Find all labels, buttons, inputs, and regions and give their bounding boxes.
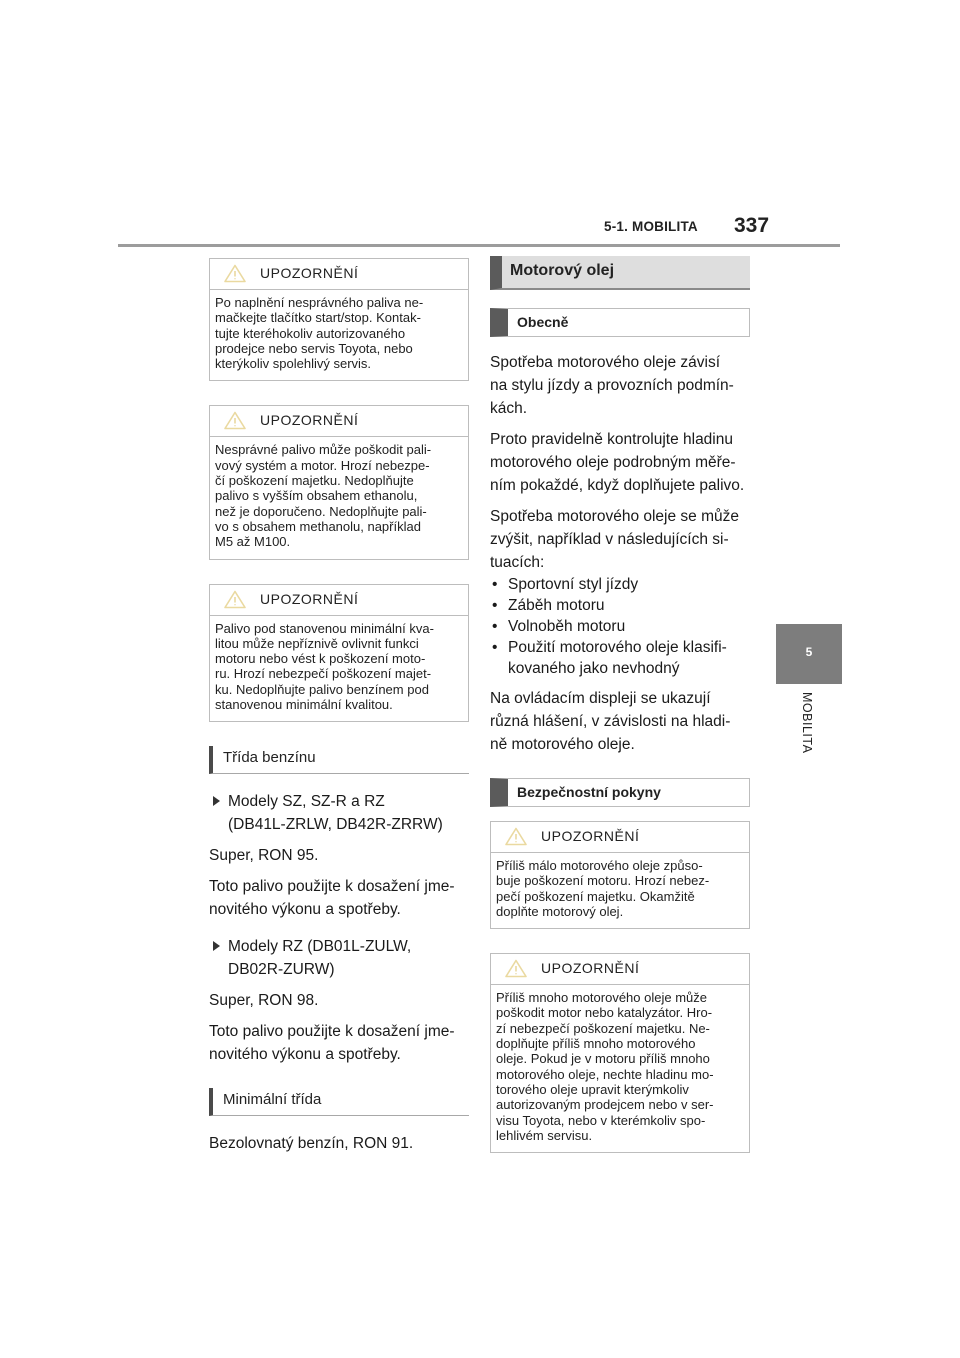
warning-text (491, 853, 749, 928)
safety-heading: Bezpečnostní pokyny (490, 778, 750, 807)
warning-triangle-icon (224, 411, 246, 430)
triangle-bullet-icon (213, 796, 220, 806)
text-line: motorového oleje podrobným měře- (490, 454, 736, 471)
warning-triangle-icon (505, 827, 527, 846)
warning-line: buje poškození motoru. Hrozí nebez- (496, 873, 710, 889)
warning-title: UPOZORNĚNÍ (541, 828, 640, 844)
warning-line: Příliš mnoho motorového oleje může (496, 990, 707, 1006)
text-line: tuacích: (490, 554, 545, 571)
warning-box (490, 821, 750, 929)
warning-box (209, 584, 469, 723)
warning-line: litou může nepříznivě ovlivnit funkci (215, 635, 419, 651)
right-column (490, 256, 750, 1177)
warning-header (210, 259, 468, 290)
text-line: Spotřeba motorového oleje se může (490, 508, 740, 525)
triangle-bullet-icon (213, 941, 220, 951)
chapter-label: MOBILITA (800, 692, 814, 754)
warning-line: Palivo pod stanovenou minimální kva- (215, 620, 434, 636)
warning-line: prodejce nebo servis Toyota, nebo (215, 340, 413, 356)
warning-line: Po naplnění nesprávného paliva ne- (215, 295, 424, 310)
fuel-grade: Super, RON 95. (209, 847, 319, 865)
warning-box (490, 953, 750, 1153)
warning-line: než je doporučeno. Nedoplňujte pali- (215, 503, 427, 519)
warning-line: stanovenou minimální kvalitou. (215, 697, 393, 713)
warning-text (210, 437, 468, 558)
warning-line: palivo s vyšším obsahem ethanolu, (215, 488, 418, 504)
warning-line: poškodit motor nebo katalyzátor. Hro- (496, 1005, 713, 1021)
warning-triangle-icon (224, 264, 246, 283)
warning-triangle-icon (224, 590, 246, 609)
warning-title: UPOZORNĚNÍ (260, 265, 359, 281)
bullet-list (490, 574, 750, 679)
warning-title: UPOZORNĚNÍ (260, 590, 359, 607)
left-column (209, 258, 469, 1163)
warning-line: zí nebezpečí poškození majetku. Ne- (496, 1020, 710, 1036)
warning-line: vo s obsahem methanolu, například (215, 518, 421, 534)
bullet-dot-icon: • (492, 576, 498, 593)
model-line: Modely SZ, SZ-R a RZ (228, 793, 385, 811)
chapter-tab[interactable]: 5 (776, 624, 842, 684)
bullet-line: Sportovní styl jízdy (508, 576, 639, 593)
bullet-item (490, 595, 750, 616)
warning-header (210, 585, 468, 616)
warning-box (209, 258, 469, 381)
warning-line: doplňte motorový olej. (496, 903, 624, 919)
warning-header (491, 954, 749, 985)
model-line: Modely RZ (DB01L-ZULW, (228, 938, 412, 956)
warning-line: Příliš málo motorového oleje způso- (496, 858, 703, 873)
text-line: ním pokaždé, když doplňujete palivo. (490, 477, 745, 494)
text-line: Na ovládacím displeji se ukazují (490, 690, 711, 707)
text-line: zvýšit, například v následujících si- (490, 531, 729, 548)
text-line: novitého výkonu a spotřeby. (209, 901, 401, 919)
warning-title: UPOZORNĚNÍ (541, 960, 640, 977)
warning-line: visu Toyota, nebo v kterémkoliv spo- (496, 1112, 706, 1128)
min-class-heading: Minimální třída (209, 1088, 469, 1116)
general-heading: Obecně (490, 308, 750, 337)
bullet-line: kovaného jako nevhodný (508, 660, 680, 677)
warning-line: autorizovaným prodejcem nebo v ser- (496, 1097, 714, 1113)
page-number: 337 (734, 214, 770, 237)
warning-box (209, 405, 469, 559)
paragraph (490, 505, 750, 574)
fuel-class-heading: Třída benzínu (209, 746, 469, 774)
section-title: Motorový olej (490, 256, 750, 290)
text-line: Toto palivo použijte k dosažení jme- (209, 1023, 455, 1041)
warning-line: oleje. Pokud je v motoru příliš mnoho (496, 1051, 710, 1067)
text-line: novitého výkonu a spotřeby. (209, 1046, 401, 1064)
paragraph (490, 687, 750, 756)
bullet-dot-icon: • (492, 618, 498, 635)
bullet-line: Použití motorového oleje klasifi- (508, 639, 727, 656)
bullet-dot-icon: • (492, 597, 498, 614)
warning-line: mačkejte tlačítko start/stop. Kontak- (215, 310, 421, 326)
bullet-item (490, 616, 750, 637)
warning-line: motoru nebo vést k poškození moto- (215, 651, 426, 667)
text-line: Proto pravidelně kontrolujte hladinu (490, 431, 733, 448)
warning-text (210, 290, 468, 380)
warning-title: UPOZORNĚNÍ (260, 412, 359, 429)
fuel-grade: Super, RON 98. (209, 992, 319, 1010)
warning-line: doplňujte příliš mnoho motorového (496, 1036, 696, 1052)
model-line: (DB41L-ZRLW, DB42R-ZRRW) (228, 816, 443, 834)
warning-line: torového oleje upravit kterýmkoliv (496, 1081, 689, 1097)
warning-line: M5 až M100. (215, 534, 291, 550)
text-line: Spotřeba motorového oleje závisí (490, 354, 721, 371)
warning-triangle-icon (505, 959, 527, 978)
warning-line: čí poškození majetku. Nedoplňujte (215, 473, 414, 489)
left-warnings (209, 258, 469, 722)
warning-line: vový systém a motor. Hrozí nebezpe- (215, 457, 430, 473)
text-line: Toto palivo použijte k dosažení jme- (209, 878, 455, 896)
min-class-text: Bezolovnatý benzín, RON 91. (209, 1135, 414, 1153)
right-warnings (490, 821, 750, 1153)
warning-header (210, 406, 468, 437)
model-item (209, 935, 469, 981)
warning-line: motorového oleje, nechte hladinu mo- (496, 1066, 714, 1082)
warning-line: kterýkoliv spolehlivý servis. (215, 356, 372, 372)
fuel-text (209, 875, 469, 921)
bullet-dot-icon: • (492, 639, 498, 656)
warning-text (491, 985, 749, 1152)
bullet-line: Záběh motoru (508, 597, 605, 614)
model-line: DB02R-ZURW) (228, 961, 335, 979)
bullet-item (490, 637, 750, 679)
warning-header (491, 822, 749, 853)
text-line: různá hlášení, v závislosti na hladi- (490, 713, 731, 730)
warning-line: Nesprávné palivo může poškodit pali- (215, 442, 432, 458)
warning-line: lehlivém servisu. (496, 1127, 593, 1143)
paragraph (490, 351, 750, 420)
bullet-item (490, 574, 750, 595)
paragraph (490, 428, 750, 497)
text-line: ně motorového oleje. (490, 736, 635, 753)
text-line: na stylu jízdy a provozních podmín- (490, 377, 734, 394)
header-divider (118, 244, 840, 247)
warning-line: ku. Nedoplňujte palivo benzínem pod (215, 681, 429, 697)
warning-line: ru. Hrozí nebezpečí poškození majet- (215, 666, 432, 682)
warning-line: pečí poškození majetku. Okamžitě (496, 888, 695, 904)
fuel-text (209, 1020, 469, 1066)
warning-text (210, 616, 468, 722)
warning-line: tujte kteréhokoliv autorizovaného (215, 325, 406, 341)
bullet-line: Volnoběh motoru (508, 618, 626, 635)
section-header: 5-1. MOBILITA (604, 219, 698, 234)
model-item (209, 790, 469, 836)
text-line: kách. (490, 400, 528, 417)
